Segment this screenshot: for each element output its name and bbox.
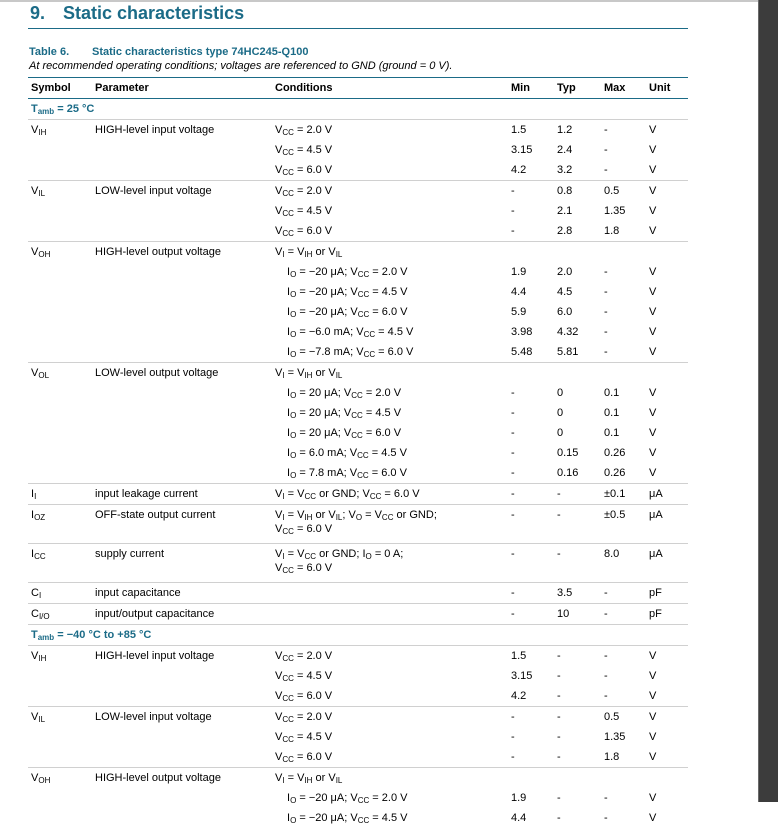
- condition-cell: $I_O = -20$ μA; $V_{CC} = 4.5$ V: [287, 812, 408, 825]
- min-cell: -: [511, 225, 515, 237]
- header-unit: Unit: [649, 78, 688, 99]
- max-cell: -: [604, 792, 608, 804]
- min-cell: -: [511, 604, 557, 625]
- condition-cell: $I_O = -20$ μA; $V_{CC} = 6.0$ V: [287, 306, 408, 319]
- parameter-cell: HIGH-level output voltage: [95, 768, 275, 789]
- max-cell: 0.1: [604, 387, 620, 399]
- typ-cell: -: [557, 812, 561, 824]
- condition-cell: $V_I = V_{IH}$ or $V_{IL}$: [275, 242, 511, 263]
- condition-cell: $V_I = V_{CC}$ or GND; $I_O = 0$ A; $V_{CC} = 6.0$ V: [275, 544, 511, 583]
- table-row: [28, 604, 688, 625]
- typ-cell: -: [557, 731, 561, 743]
- table-header-row: [28, 78, 688, 99]
- scrollbar-edge: [758, 0, 759, 802]
- typ-cell: 0: [557, 387, 564, 399]
- parameter-cell: HIGH-level input voltage: [95, 120, 275, 141]
- max-cell: -: [604, 120, 649, 141]
- unit-cell: V: [649, 120, 688, 141]
- unit-cell: V: [649, 690, 657, 702]
- min-cell: 5.48: [511, 346, 533, 358]
- typ-cell: 2.8: [557, 225, 573, 237]
- parameter-cell: input leakage current: [95, 484, 275, 505]
- group-header-full-range: [28, 625, 688, 646]
- unit-cell: V: [649, 731, 657, 743]
- max-cell: 1.35: [604, 205, 626, 217]
- unit-cell: V: [649, 266, 657, 278]
- max-cell: 1.35: [604, 731, 626, 743]
- table-row: [28, 363, 688, 384]
- condition-cell: $I_O = 20$ μA; $V_{CC} = 6.0$ V: [287, 427, 402, 440]
- table-row: [28, 282, 688, 302]
- header-min: Min: [511, 78, 557, 99]
- min-cell: -: [511, 544, 557, 583]
- max-cell: 1.8: [604, 751, 620, 763]
- unit-cell: pF: [649, 583, 688, 604]
- min-cell: 3.15: [511, 144, 533, 156]
- table-row: [28, 666, 688, 686]
- unit-cell: μA: [649, 544, 688, 583]
- table-caption: [29, 46, 308, 58]
- unit-cell: pF: [649, 604, 688, 625]
- table-label: Table 6.: [29, 46, 70, 58]
- typ-cell: -: [557, 544, 604, 583]
- max-cell: 8.0: [604, 544, 649, 583]
- unit-cell: V: [649, 427, 657, 439]
- table-row: [28, 788, 688, 808]
- table-row: [28, 484, 688, 505]
- header-max: Max: [604, 78, 649, 99]
- table-row: [28, 242, 688, 263]
- max-cell: 0.5: [604, 707, 649, 728]
- table-row: [28, 707, 688, 728]
- max-cell: 1.8: [604, 225, 620, 237]
- group-header-25c: [28, 99, 688, 120]
- table-row: [28, 262, 688, 282]
- condition-cell: $I_O = 6.0$ mA; $V_{CC} = 4.5$ V: [287, 447, 407, 460]
- typ-cell: 0.16: [557, 467, 579, 479]
- max-cell: ±0.1: [604, 484, 649, 505]
- typ-cell: 0.8: [557, 181, 604, 202]
- typ-cell: 2.4: [557, 144, 573, 156]
- typ-cell: -: [557, 646, 604, 667]
- table-row: [28, 505, 688, 544]
- table-row: [28, 423, 688, 443]
- typ-cell: -: [557, 505, 604, 544]
- symbol-cell: $V_{OH}$: [28, 242, 95, 263]
- table-row: [28, 140, 688, 160]
- typ-cell: 3.5: [557, 583, 604, 604]
- min-cell: -: [511, 205, 515, 217]
- unit-cell: V: [649, 387, 657, 399]
- typ-cell: -: [557, 751, 561, 763]
- symbol-cell: $I_{CC}$: [28, 544, 95, 583]
- unit-cell: V: [649, 164, 657, 176]
- typ-cell: 4.5: [557, 286, 573, 298]
- typ-cell: -: [557, 690, 561, 702]
- table-row: [28, 120, 688, 141]
- condition-cell: $V_I = V_{IH}$ or $V_{IL}$: [275, 363, 511, 384]
- parameter-cell: LOW-level output voltage: [95, 363, 275, 384]
- max-cell: -: [604, 690, 608, 702]
- typ-cell: -: [557, 707, 604, 728]
- table-row: [28, 583, 688, 604]
- max-cell: -: [604, 583, 649, 604]
- min-cell: 5.9: [511, 306, 527, 318]
- max-cell: -: [604, 670, 608, 682]
- table-row: [28, 463, 688, 484]
- symbol-cell: $V_{IL}$: [28, 181, 95, 202]
- condition-cell: $I_O = 20$ μA; $V_{CC} = 4.5$ V: [287, 407, 402, 420]
- min-cell: -: [511, 447, 515, 459]
- typ-cell: 0: [557, 427, 564, 439]
- table-row: [28, 808, 688, 828]
- min-cell: 3.98: [511, 326, 533, 338]
- max-cell: 0.1: [604, 407, 620, 419]
- parameter-cell: OFF-state output current: [95, 505, 275, 544]
- typ-cell: 5.81: [557, 346, 579, 358]
- condition-cell: $V_{CC} = 6.0$ V: [275, 225, 333, 238]
- table-row: [28, 342, 688, 363]
- min-cell: -: [511, 181, 557, 202]
- typ-cell: 4.32: [557, 326, 579, 338]
- condition-cell: $V_I = V_{CC}$ or GND; $V_{CC} = 6.0$ V: [275, 484, 511, 505]
- typ-cell: 2.1: [557, 205, 573, 217]
- section-number: 9.: [30, 3, 46, 23]
- typ-cell: -: [557, 792, 561, 804]
- condition-cell: $V_{CC} = 2.0$ V: [275, 646, 511, 667]
- min-cell: -: [511, 467, 515, 479]
- max-cell: -: [604, 346, 608, 358]
- typ-cell: 1.2: [557, 120, 604, 141]
- unit-cell: V: [649, 447, 657, 459]
- condition-cell: $I_O = -7.8$ mA; $V_{CC} = 6.0$ V: [287, 346, 414, 359]
- header-parameter: Parameter: [95, 78, 275, 99]
- min-cell: 4.4: [511, 812, 527, 824]
- min-cell: -: [511, 484, 557, 505]
- max-cell: 0.26: [604, 447, 626, 459]
- section-rule: [28, 28, 688, 29]
- condition-cell: $V_{CC} = 6.0$ V: [275, 164, 333, 177]
- max-cell: -: [604, 286, 608, 298]
- unit-cell: μA: [649, 505, 688, 544]
- max-cell: -: [604, 326, 608, 338]
- table-row: [28, 443, 688, 463]
- unit-cell: V: [649, 467, 657, 479]
- min-cell: 1.5: [511, 120, 557, 141]
- table-row: [28, 302, 688, 322]
- parameter-cell: LOW-level input voltage: [95, 707, 275, 728]
- table-row: [28, 181, 688, 202]
- condition-cell: $I_O = -6.0$ mA; $V_{CC} = 4.5$ V: [287, 326, 414, 339]
- parameter-cell: input capacitance: [95, 583, 275, 604]
- table-note: At recommended operating conditions; voltages are referenced to GND (ground = 0 V).: [29, 60, 453, 72]
- parameter-cell: HIGH-level input voltage: [95, 646, 275, 667]
- typ-cell: 0.15: [557, 447, 579, 459]
- unit-cell: V: [649, 181, 688, 202]
- typ-cell: 6.0: [557, 306, 573, 318]
- unit-cell: V: [649, 646, 688, 667]
- symbol-cell: $V_{OL}$: [28, 363, 95, 384]
- table-title: Static characteristics type 74HC245-Q100: [92, 46, 309, 58]
- max-cell: -: [604, 144, 608, 156]
- table-row: [28, 646, 688, 667]
- table-row: [28, 383, 688, 403]
- condition-cell: $I_O = 7.8$ mA; $V_{CC} = 6.0$ V: [287, 467, 407, 480]
- min-cell: 1.5: [511, 646, 557, 667]
- table-row: [28, 727, 688, 747]
- symbol-cell: $V_{OH}$: [28, 768, 95, 789]
- table-row: [28, 201, 688, 221]
- typ-cell: 10: [557, 604, 604, 625]
- viewer-top-edge: [0, 0, 778, 2]
- unit-cell: V: [649, 670, 657, 682]
- min-cell: -: [511, 583, 557, 604]
- unit-cell: V: [649, 286, 657, 298]
- min-cell: 1.9: [511, 792, 527, 804]
- min-cell: 4.2: [511, 690, 527, 702]
- unit-cell: μA: [649, 484, 688, 505]
- unit-cell: V: [649, 326, 657, 338]
- parameter-cell: supply current: [95, 544, 275, 583]
- max-cell: ±0.5: [604, 505, 649, 544]
- symbol-cell: $I_I$: [28, 484, 95, 505]
- table-row: [28, 768, 688, 789]
- condition-cell: $V_I = V_{IH}$ or $V_{IL}$; $V_O = V_{CC}$ or GND; $V_{CC} = 6.0$ V: [275, 505, 511, 544]
- header-typ: Typ: [557, 78, 604, 99]
- condition-cell: $I_O = -20$ μA; $V_{CC} = 2.0$ V: [287, 266, 408, 279]
- min-cell: -: [511, 731, 515, 743]
- min-cell: -: [511, 427, 515, 439]
- condition-cell: $V_{CC} = 6.0$ V: [275, 690, 333, 703]
- condition-cell: $V_{CC} = 6.0$ V: [275, 751, 333, 764]
- group-condition: $T_{amb} = -40$ °C to +85 °C: [28, 625, 688, 646]
- condition-cell: $I_O = -20$ μA; $V_{CC} = 4.5$ V: [287, 286, 408, 299]
- unit-cell: V: [649, 407, 657, 419]
- section-heading: [30, 3, 244, 24]
- table-row: [28, 221, 688, 242]
- max-cell: 0.26: [604, 467, 626, 479]
- min-cell: 4.4: [511, 286, 527, 298]
- max-cell: -: [604, 812, 608, 824]
- symbol-cell: $C_I$: [28, 583, 95, 604]
- parameter-cell: LOW-level input voltage: [95, 181, 275, 202]
- unit-cell: V: [649, 144, 657, 156]
- min-cell: -: [511, 751, 515, 763]
- min-cell: 4.2: [511, 164, 527, 176]
- unit-cell: V: [649, 812, 657, 824]
- parameter-cell: HIGH-level output voltage: [95, 242, 275, 263]
- min-cell: 1.9: [511, 266, 527, 278]
- unit-cell: V: [649, 346, 657, 358]
- unit-cell: V: [649, 205, 657, 217]
- condition-cell: $I_O = 20$ μA; $V_{CC} = 2.0$ V: [287, 387, 402, 400]
- unit-cell: V: [649, 751, 657, 763]
- symbol-cell: $V_{IH}$: [28, 120, 95, 141]
- condition-cell: $V_{CC} = 4.5$ V: [275, 205, 333, 218]
- table-row: [28, 544, 688, 583]
- typ-cell: -: [557, 484, 604, 505]
- unit-cell: V: [649, 306, 657, 318]
- symbol-cell: $V_{IL}$: [28, 707, 95, 728]
- max-cell: -: [604, 266, 608, 278]
- table-row: [28, 322, 688, 342]
- symbol-cell: $I_{OZ}$: [28, 505, 95, 544]
- table-row: [28, 403, 688, 423]
- typ-cell: 2.0: [557, 266, 573, 278]
- condition-cell: $V_{CC} = 2.0$ V: [275, 120, 511, 141]
- header-conditions: Conditions: [275, 78, 511, 99]
- condition-cell: $I_O = -20$ μA; $V_{CC} = 2.0$ V: [287, 792, 408, 805]
- condition-cell: $V_{CC} = 4.5$ V: [275, 670, 333, 683]
- min-cell: -: [511, 505, 557, 544]
- unit-cell: V: [649, 225, 657, 237]
- table-row: [28, 686, 688, 707]
- typ-cell: 3.2: [557, 164, 573, 176]
- table-row: [28, 160, 688, 181]
- min-cell: 3.15: [511, 670, 533, 682]
- max-cell: -: [604, 164, 608, 176]
- unit-cell: V: [649, 792, 657, 804]
- condition-cell: $V_{CC} = 2.0$ V: [275, 181, 511, 202]
- max-cell: -: [604, 604, 649, 625]
- max-cell: -: [604, 306, 608, 318]
- group-condition: $T_{amb} = 25$ °C: [31, 103, 95, 116]
- typ-cell: -: [557, 670, 561, 682]
- typ-cell: 0: [557, 407, 564, 419]
- max-cell: 0.5: [604, 181, 649, 202]
- condition-cell: $V_{CC} = 4.5$ V: [275, 144, 333, 157]
- viewer-scrollbar[interactable]: [758, 0, 778, 802]
- characteristics-table: [28, 78, 688, 828]
- condition-cell: $V_{CC} = 4.5$ V: [275, 731, 333, 744]
- section-title: Static characteristics: [63, 3, 245, 23]
- unit-cell: V: [649, 707, 688, 728]
- header-symbol: Symbol: [28, 78, 95, 99]
- symbol-cell: $C_{I/O}$: [28, 604, 95, 625]
- min-cell: -: [511, 707, 557, 728]
- condition-cell: $V_{CC} = 2.0$ V: [275, 707, 511, 728]
- symbol-cell: $V_{IH}$: [28, 646, 95, 667]
- min-cell: -: [511, 387, 515, 399]
- parameter-cell: input/output capacitance: [95, 604, 275, 625]
- condition-cell: $V_I = V_{IH}$ or $V_{IL}$: [275, 768, 511, 789]
- max-cell: 0.1: [604, 427, 620, 439]
- max-cell: -: [604, 646, 649, 667]
- min-cell: -: [511, 407, 515, 419]
- table-row: [28, 747, 688, 768]
